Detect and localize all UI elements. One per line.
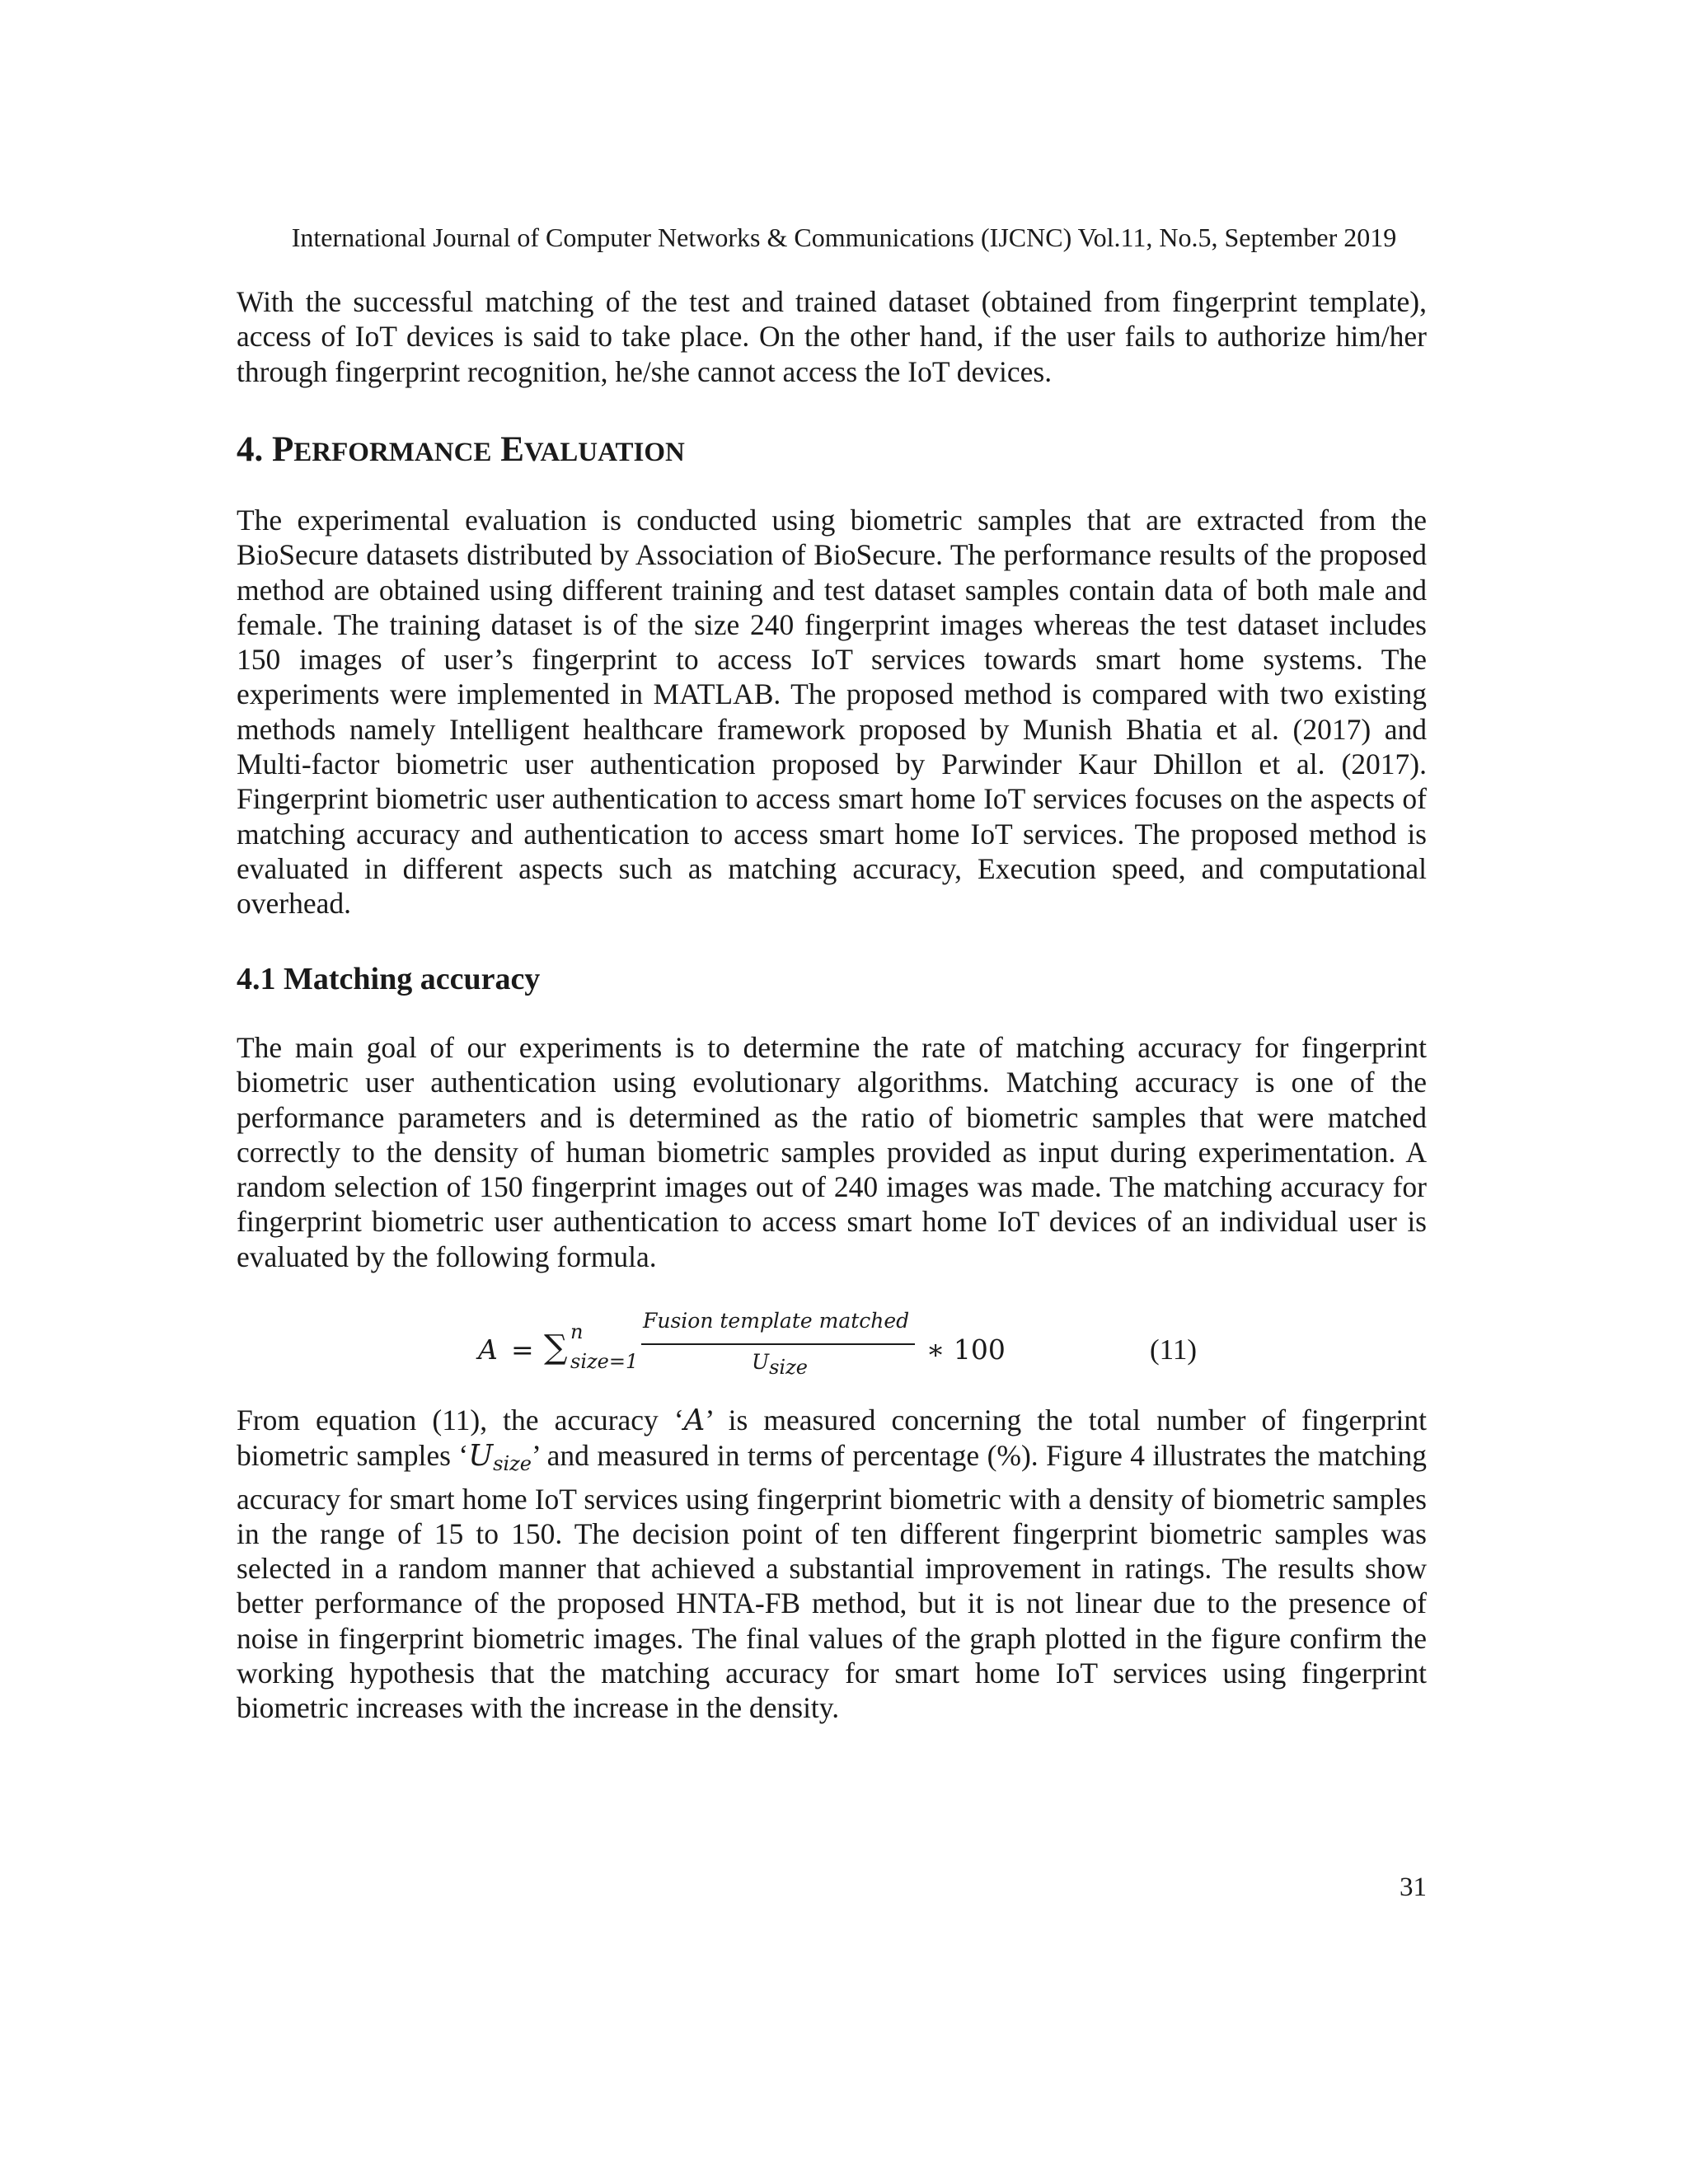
final-paragraph [237,1403,1427,1726]
section-paragraph: The experimental evaluation is conducted using biometric samples that are extracted from the BioSecure datasets distributed by Association of BioSecure. The performance results of the proposed method are obtained using different training and test dataset samples contain data of both male and female. The training dataset is of the size 240 fingerprint images whereas the test dataset includes 150 images of user’s fingerprint to access IoT services towards smart home systems. The experiments were implemented in MATLAB. The proposed method is compared with two existing methods namely Intelligent healthcare framework proposed by Munish Bhatia et al. (2017) and Multi-factor biometric user authentication proposed by Parwinder Kaur Dhillon et al. (2017). Fingerprint biometric user authentication to access smart home IoT services focuses on the aspects of matching accuracy and authentication to access smart home IoT services. The proposed method is evaluated in different aspects such as matching accuracy, Execution speed, and computational overhead. [237,504,1427,921]
equation-sum-lower: size=1 [570,1350,639,1373]
journal-header: International Journal of Computer Networks & Communications (IJCNC) Vol.11, No.5, September 2019 [291,223,1397,252]
equation-denominator [752,1350,808,1379]
section-title-rest-1: ERFORMANCE [293,438,492,467]
denominator-var: U [752,1350,770,1374]
final-text-1: From equation (11), the accuracy ‘ [237,1404,684,1436]
var-u: U [468,1439,494,1474]
section-title-rest-2: VALUATION [523,438,685,467]
final-text-3: ’ and measured in terms of percentage (%). Figure 4 illustrates the matching accuracy for smart home IoT services using fingerprint biometric with a density of biometric samples in the range of 15 to 150. The decision point of ten different fingerprint biometric samples was selected in a random manner that achieved a substantial improvement in ratings. The results show better performance of the proposed HNTA-FB method, but it is not linear due to the presence of noise in fingerprint biometric images. The final values of the graph plotted in the figure confirm the working hypothesis that the matching accuracy for smart home IoT services using fingerprint biometric increases with the increase in the density. [237,1439,1428,1725]
section-title [237,429,685,474]
accuracy-equation [478,1309,1220,1391]
equation-sum-upper: n [570,1320,584,1343]
denominator-sub: size [769,1356,808,1379]
var-a: A [683,1404,706,1437]
page-number: 31 [1400,1872,1427,1902]
equation-sigma: ∑ [544,1329,568,1366]
var-u-sub: size [493,1452,532,1476]
section-title-cap-1: P [272,430,294,469]
subsection-paragraph: The main goal of our experiments is to determine the rate of matching accuracy for fingerprint biometric user authentication using evolutionary algorithms. Matching accuracy is one of the performance parameters and is determined as the ratio of biometric samples that were matched correctly to the density of human biometric samples provided as input during experimentation. A random selection of 150 fingerprint images out of 240 images was made. The matching accuracy for fingerprint biometric user authentication to access smart home IoT devices of an individual user is evaluated by the following formula. [237,1031,1427,1273]
fraction-bar [641,1343,915,1345]
equation-numerator: Fusion template matched [643,1309,910,1333]
equation-equals: = [511,1333,534,1366]
subsection-title: 4.1 Matching accuracy [237,962,541,996]
equation-rhs: ∗ 100 [926,1333,1006,1366]
intro-paragraph: With the successful matching of the test and trained dataset (obtained from fingerprint template), access of IoT devices is said to take place. On the other hand, if the user fails to authorize him/her through fingerprint recognition, he/she cannot access the IoT devices. [237,285,1427,388]
section-number: 4. [237,430,264,469]
equation-label: (11) [1150,1333,1198,1366]
section-title-cap-2: E [500,430,524,469]
equation-lhs: A [478,1333,498,1366]
final-text-2: ’ is measured concerning the total number of fingerprint biometric samples ‘ [237,1404,1427,1473]
